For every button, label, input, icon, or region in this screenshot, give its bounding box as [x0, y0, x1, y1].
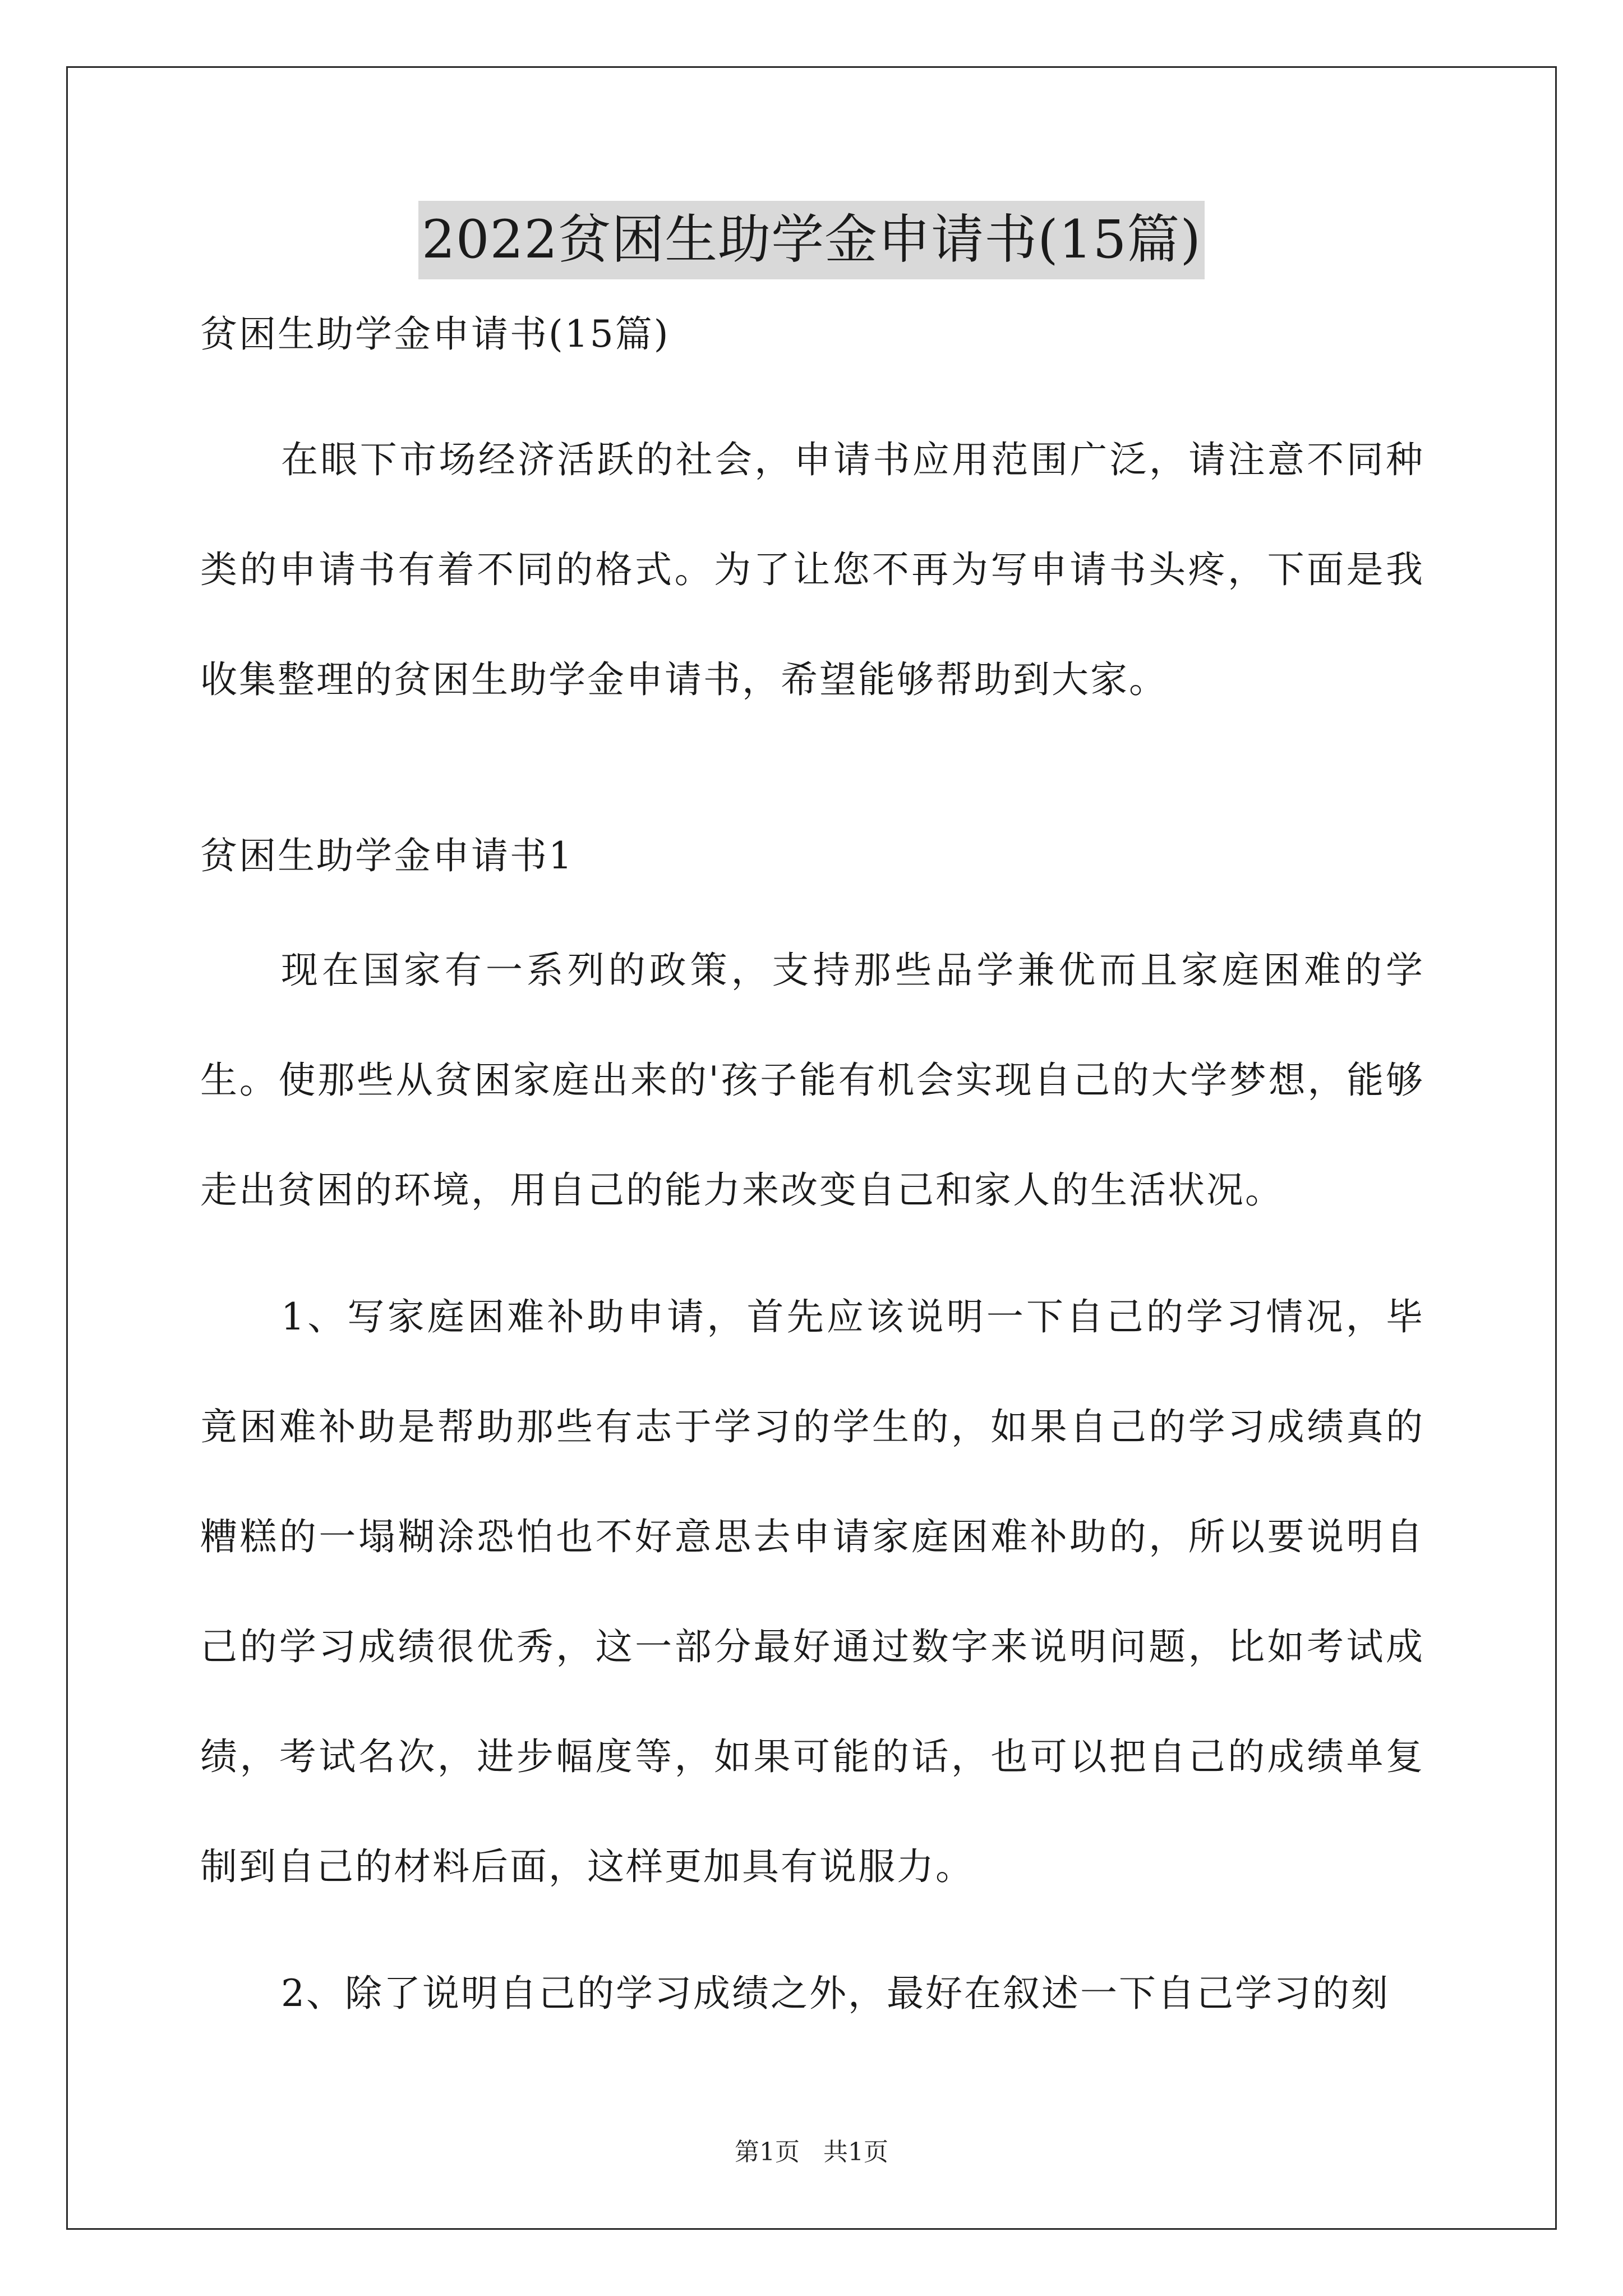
- body-paragraph-1: 现在国家有一系列的政策，支持那些品学兼优而且家庭困难的学生。使那些从贫困家庭出来的'孩子能有机会实现自己的大学梦想，能够走出贫困的环境，用自己的能力来改变自己和家人的生活状况。: [200, 949, 1424, 1212]
- intro-paragraph: 在眼下市场经济活跃的社会，申请书应用范围广泛，请注意不同种类的申请书有着不同的格式。为了让您不再为写申请书头疼，下面是我收集整理的贫困生助学金申请书，希望能够帮助到大家。: [200, 438, 1424, 701]
- document-subtitle: 贫困生助学金申请书(15篇): [200, 312, 670, 356]
- page-footer: [0, 2132, 1623, 2168]
- page-total-label: 共1页: [823, 2138, 888, 2166]
- document-title: 2022贫困生助学金申请书(15篇): [418, 201, 1205, 279]
- page-current-label: 第1页: [735, 2138, 800, 2166]
- document-title-wrapper: [0, 201, 1623, 279]
- body-paragraph-3: 2、除了说明自己的学习成绩之外，最好在叙述一下自己学习的刻: [281, 1972, 1390, 2015]
- section-heading: 贫困生助学金申请书1: [200, 834, 574, 877]
- body-paragraph-2: 1、写家庭困难补助申请，首先应该说明一下自己的学习情况，毕竟困难补助是帮助那些有志于学习的学生的，如果自己的学习成绩真的糟糕的一塌糊涂恐怕也不好意思去申请家庭困难补助的，所以要说明自己的学习成绩很优秀，这一部分最好通过数字来说明问题，比如考试成绩，考试名次，进步幅度等，如果可能的话，也可以把自己的成绩单复制到自己的材料后面，这样更加具有说服力。: [200, 1295, 1424, 1888]
- document-body: [200, 309, 1424, 2049]
